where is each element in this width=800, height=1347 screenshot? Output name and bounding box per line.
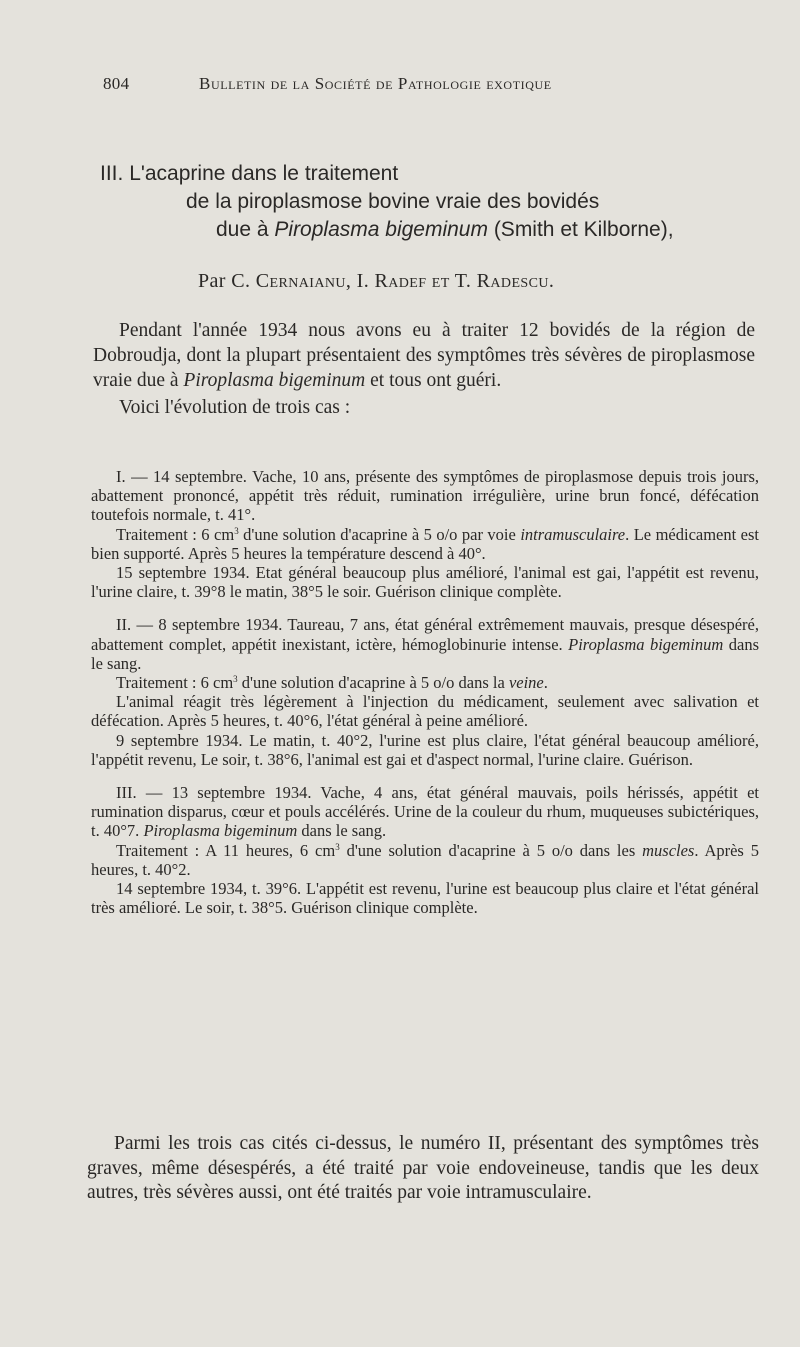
title-line-3: due à Piroplasma bigeminum (Smith et Kilborne),: [216, 218, 674, 241]
title-numeral: III.: [100, 162, 124, 185]
case-1-followup: 15 septembre 1934. Etat général beaucoup plus amélioré, l'animal est gai, l'appétit est revenu, l'urine claire, t. 39°8 le matin, 38°5 le soir. Guérison clinique complète.: [91, 563, 759, 602]
case-3-treatment: Traitement : A 11 heures, 6 $cm^3$ d'une solution d'acaprine à 5 o/o dans les muscles. Après 5 heures, t. 40°2.: [91, 840, 759, 879]
case-reports: [91, 467, 759, 917]
intro-paragraph: Pendant l'année 1934 nous avons eu à traiter 12 bovidés de la région de Dobroudja, dont la plupart présentaient des symptômes très sévères de piroplasmose vraie due à Piroplasma bigeminum et tous ont guéri.: [93, 320, 755, 391]
title-species: Piroplasma bigeminum: [274, 218, 488, 241]
conclusion-paragraph: Parmi les trois cas cités ci-dessus, le numéro II, présentant des symptômes très graves, même désespérés, a été traité par voie endoveineuse, tandis que les deux autres, très sévères aussi, ont été traités par voie intramusculaire.: [87, 1133, 759, 1203]
case-1-paragraph: I. — 14 septembre. Vache, 10 ans, présente des symptômes de piroplasmose depuis trois jours, abattement prononcé, appétit très réduit, rumination irrégulière, urine brun foncé, défécation toutefois normale, t. 41°.: [91, 467, 759, 525]
case-3-paragraph: III. — 13 septembre 1934. Vache, 4 ans, état général mauvais, poils hérissés, appétit et rumination disparus, cœur et pouls accélérés. Urine de la couleur du rhum, muqueuses subictériques, t. 40°7. Piroplasma bigeminum dans le sang.: [91, 783, 759, 841]
intro-lead: Voici l'évolution de trois cas :: [119, 397, 351, 418]
case-1-treatment: Traitement : 6 $cm^3$ d'une solution d'acaprine à 5 o/o par voie intramusculaire. Le médicament est bien supporté. Après 5 heures la température descend à 40°.: [91, 524, 759, 563]
case-2-reaction: L'animal réagit très légèrement à l'injection du médicament, seulement avec salivation et défécation. Après 5 heures, t. 40°6, l'état général à peine amélioré.: [91, 692, 759, 731]
running-header: [103, 74, 663, 94]
title-line-1: III. L'acaprine dans le traitement: [100, 162, 399, 185]
introduction: [93, 318, 755, 420]
case-2-paragraph: II. — 8 septembre 1934. Taureau, 7 ans, état général extrêmement mauvais, presque désespéré, abattement complet, appétit inexistant, ictère, hémoglobinurie intense. Piroplasma bigeminum dans le sang.: [91, 615, 759, 673]
running-title: Bulletin de la Société de Pathologie exotique: [199, 74, 552, 93]
article-title: [100, 160, 760, 244]
page-number: 804: [103, 74, 130, 93]
article-authors: Par C. Cernaianu, I. Radef et T. Radescu.: [198, 270, 555, 292]
title-line-2: de la piroplasmose bovine vraie des bovidés: [186, 190, 600, 213]
case-3-followup: 14 septembre 1934, t. 39°6. L'appétit est revenu, l'urine est beaucoup plus claire et l'état général très amélioré. Le soir, t. 38°5. Guérison clinique complète.: [91, 879, 759, 918]
case-2-treatment: Traitement : 6 $cm^3$ d'une solution d'acaprine à 5 o/o dans la veine.: [116, 673, 548, 693]
conclusion: [87, 1132, 759, 1206]
case-2-followup: 9 septembre 1934. Le matin, t. 40°2, l'urine est plus claire, l'état général beaucoup amélioré, l'appétit revenu, Le soir, t. 38°6, l'animal est gai et d'aspect normal, l'urine claire. Guérison.: [91, 730, 759, 769]
